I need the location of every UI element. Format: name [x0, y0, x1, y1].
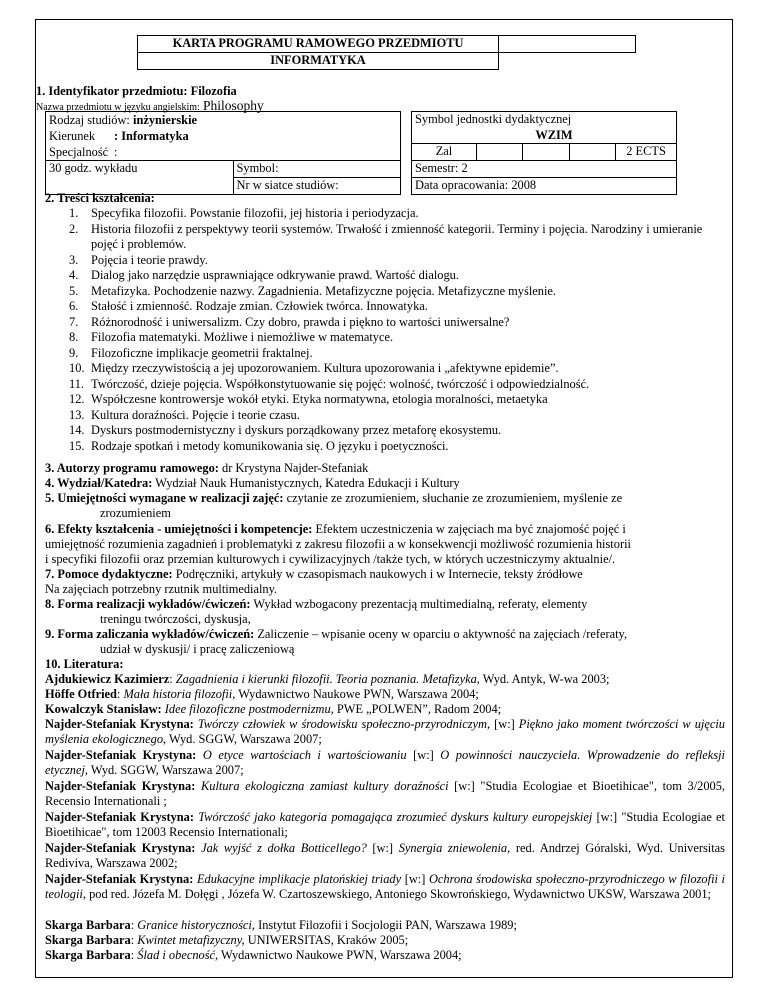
unit-symbol-cell: Symbol jednostki dydaktycznej WZIM	[412, 112, 677, 144]
section6-line3: i specyfiki filozofii oraz przemian kulturowych i cywilizacyjnych /także tych, w których uczestniczymy aktualnie/.	[45, 552, 616, 566]
list-item: 9. Filozoficzne implikacje geometrii fraktalnej.	[69, 345, 313, 360]
section3: 3. Autorzy programu ramowego: dr Krystyna Najder-Stefaniak	[45, 461, 369, 475]
symbol-cell: Symbol:	[233, 161, 400, 178]
zal-cell: Zal	[412, 144, 477, 161]
list-item: 12. Współczesne kontrowersje wokół etyki. Etyka normatywna, etologia moralności, metaetyka	[69, 392, 548, 406]
title-line2: INFORMATYKA	[138, 53, 499, 70]
title-empty-cell	[499, 36, 636, 53]
literature-entry: Najder-Stefaniak Krystyna: Twórczy człowiek w środowisku społeczno-przyrodniczym, [w:] Piękno jako moment twórczości w ujęciu myślenia ekologicznego, Wyd. SGGW, Warszawa 2007;	[45, 717, 725, 747]
literature-heading: 10. Literatura:	[45, 657, 124, 671]
section9: 9. Forma zaliczania wykładów/ćwiczeń: Zaliczenie – wpisanie oceny w oparciu o aktywność na zajęciach /referaty,	[45, 627, 628, 641]
literature-entry: Skarga Barbara: Ślad i obecność, Wydawnictwo Naukowe PWN, Warszawa 2004;	[45, 948, 462, 962]
list-item: 5. Metafizyka. Pochodzenie nazwy. Zagadnienia. Metafizyczne pojęcia. Metafizyczne myślenie.	[69, 283, 557, 298]
section8-line2: treningu twórczości, dyskusja,	[100, 612, 251, 626]
list-item: 13. Kultura doraźności. Pojęcie i teorie czasu.	[69, 407, 300, 422]
literature-entry: Najder-Stefaniak Krystyna: O etyce wartościach i wartościowaniu [w:] O powinności nauczyciela. Wprowadzenie do refleksji etycznej, Wyd. SGGW, Warszawa 2007;	[45, 748, 725, 778]
english-name-value: Philosophy	[202, 98, 264, 113]
literature-entry: Ajdukiewicz Kazimierz: Zagadnienia i kierunki filozofii. Teoria poznania. Metafizyka, Wyd. Antyk, W-wa 2003;	[45, 672, 610, 686]
semester-cell: Semestr: 2	[412, 161, 677, 178]
section7-line2: Na zajęciach potrzebny rzutnik multimedialny.	[45, 582, 278, 596]
section8: 8. Forma realizacji wykładów/ćwiczeń: Wykład wzbogacony prezentacją multimedialną, referaty, elementy	[45, 597, 588, 611]
list-item: 2. Historia filozofii z perspektywy teorii systemów. Trwałość i zmienność kategorii. Terminy i pojęcia. Narodziny i umieranie pojęć i problemów.	[69, 221, 703, 251]
study-info-cell: Rodzaj studiów: inżynierskie Kierunek : Informatyka Specjalność :	[46, 112, 401, 161]
document-frame	[35, 19, 733, 978]
section5-cont: zrozumieniem	[100, 506, 171, 520]
list-item: 1. Specyfika filozofii. Powstanie filozofii, jej historia i periodyzacja.	[69, 206, 419, 220]
list-item: 11. Twórczość, dzieje pojęcia. Współkonstytuowanie się pojęć: wolność, twórczość i odpowiedzialność.	[69, 376, 590, 391]
section9-line2: udział w dyskusji/ i pracę zaliczeniową	[100, 642, 295, 656]
info-table	[45, 111, 677, 195]
grid-number-cell: Nr w siatce studiów:	[233, 178, 400, 195]
section6-line2: umiejętność rozumienia zagadnień i problematyki z zakresu filozofii a w konsekwencji możliwość rozumienia historii	[45, 537, 631, 551]
title-table	[137, 35, 636, 70]
section4: 4. Wydział/Katedra: Wydział Nauk Humanistycznych, Katedra Edukacji i Kultury	[45, 476, 460, 490]
section1-heading: 1. Identyfikator przedmiotu: Filozofia	[36, 84, 237, 98]
literature-entry: Najder-Stefaniak Krystyna: Jak wyjść z dołka Botticellego? [w:] Synergia zniewolenia, red. Andrzej Góralski, Wyd. Universitas Rediviva, Warszawa 2002;	[45, 841, 726, 871]
section2-heading: 2. Treści kształcenia:	[45, 191, 155, 205]
list-item: 10. Między rzeczywistością a jej upozorowaniem. Kultura upozorowania i „afektywne epidemie”.	[69, 361, 559, 375]
list-item: 15. Rodzaje spotkań i metody komunikowania się. O języku i poetyczności.	[69, 438, 449, 453]
section6: 6. Efekty kształcenia - umiejętności i kompetencje: Efektem uczestniczenia w zajęciach ma być znajomość pojęć i	[45, 522, 626, 536]
ects-cell: 2 ECTS	[616, 144, 677, 161]
list-item: 3. Pojęcia i teorie prawdy.	[69, 252, 208, 267]
date-cell: Data opracowania: 2008	[412, 178, 677, 195]
list-item: 6. Stałość i zmienność. Rodzaje zmian. Człowiek twórca. Innowatyka.	[69, 299, 428, 313]
list-item: 14. Dyskurs postmodernistyczny i dyskurs porządkowany przez metaforę ekosystemu.	[69, 423, 502, 437]
list-item: 7. Różnorodność i uniwersalizm. Czy dobro, prawda i piękno to wartości uniwersalne?	[69, 314, 510, 329]
literature-entry: Najder-Stefaniak Krystyna: Kultura ekologiczna zamiast kultury doraźności [w:] "Studia Ecologiae et Bioetihicae", tom 3/2005, Recensio Internationali ;	[45, 779, 726, 809]
english-name-label: Nazwa przedmiotu w języku angielskim:	[36, 102, 200, 113]
list-item: 4. Dialog jako narzędzie usprawniające odkrywanie prawd. Wartość dialogu.	[69, 268, 459, 282]
literature-entry: Kowalczyk Stanisław: Idee filozoficzne postmodernizmu, PWE „POLWEN”, Radom 2004;	[45, 702, 502, 716]
literature-entry: Najder-Stefaniak Krystyna: Twórczość jako kategoria pomagająca zrozumieć dyskurs kultury europejskiej [w:] "Studia Ecologiae et Bioetihicae", tom 12003 Recensio Internationali;	[45, 810, 725, 840]
literature-entry: Skarga Barbara: Kwintet metafizyczny, UNIWERSITAS, Kraków 2005;	[45, 933, 409, 947]
literature-entry: Najder-Stefaniak Krystyna: Edukacyjne implikacje platońskiej triady [w:] Ochrona środowiska społeczno-przyrodniczego w filozofii i teologii, pod red. Józefa M. Dołęgi , Józefa W. Czartoszewskiego, Antoniego Skowrońskiego, Wydawnictwo UKSW, Warszawa 2001;	[45, 872, 725, 902]
literature-entry: Skarga Barbara: Granice historyczności, Instytut Filozofii i Socjologii PAN, Warszawa 1989;	[45, 918, 517, 932]
content-list	[36, 206, 716, 454]
hours-cell: 30 godz. wykładu	[46, 161, 234, 195]
title-line1: KARTA PROGRAMU RAMOWEGO PRZEDMIOTU	[138, 36, 499, 53]
list-item: 8. Filozofia matematyki. Możliwe i niemożliwe w matematyce.	[69, 330, 394, 344]
section7: 7. Pomoce dydaktyczne: Podręczniki, artykuły w czasopismach naukowych i w Internecie, teksty źródłowe	[45, 567, 583, 581]
section5: 5. Umiejętności wymagane w realizacji zajęć: czytanie ze zrozumieniem, słuchanie ze zrozumieniem, myślenie ze	[45, 491, 623, 505]
literature-entry: Höffe Otfried: Mała historia filozofii, Wydawnictwo Naukowe PWN, Warszawa 2004;	[45, 687, 479, 701]
